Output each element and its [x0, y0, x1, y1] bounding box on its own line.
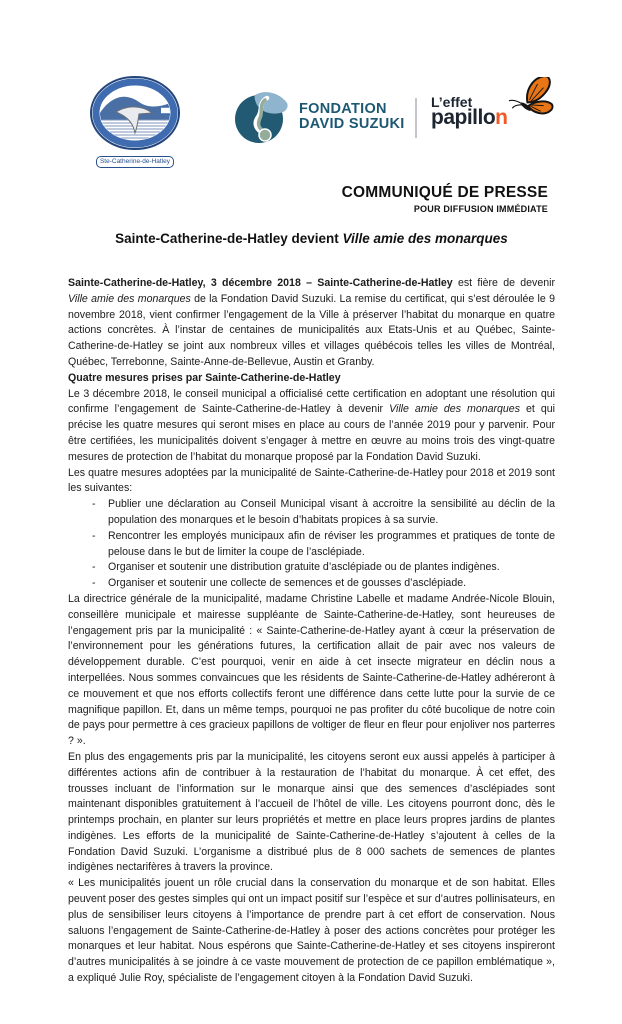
certification-text-2: et qui précise les quatre mesures qui seront mises en place au cours de l’année 2019 pour y parvenir. Pour être certifiées, les municipalités doivent s’engager à mettre en œuvre au moins trois des vingt-quatre mesures de protection de l’habitat du monarque proposé par la Fondation David Suzuki.: [68, 403, 555, 463]
papillon-logo-line1: L’effet: [431, 94, 473, 110]
effet-papillon-logo: [431, 95, 556, 128]
certification-program-name: Ville amie des monarques: [389, 403, 520, 416]
headline: [68, 231, 555, 246]
list-item: [68, 497, 555, 529]
papillon-word: papillo: [431, 106, 496, 129]
certification-paragraph: [68, 387, 555, 466]
list-item-text: Organiser et soutenir une distribution gratuite d’asclépiade ou de plantes indigènes.: [108, 561, 500, 574]
list-item: [68, 529, 555, 561]
dash-bullet: -: [92, 498, 96, 511]
immediate-release-label: POUR DIFFUSION IMMÉDIATE: [413, 204, 548, 214]
document-body: [68, 276, 555, 987]
headline-italic: Ville amie des monarques: [342, 231, 508, 246]
list-item-text: Publier une déclaration au Conseil Municipal visant à accroitre la sensibilité au déclin de la population des monarques et le besoin d’habitats propices à sa survie.: [108, 498, 555, 526]
intro-dateline: Sainte-Catherine-de-Hatley, 3 décembre 2018: [68, 277, 301, 289]
intro-dash: –: [300, 277, 318, 289]
municipal-logo: [85, 76, 185, 168]
suzuki-logo: [234, 88, 405, 146]
press-release-label: COMMUNIQUÉ DE PRESSE: [341, 184, 548, 201]
municipal-logo-label: Ste-Catherine-de-Hatley: [96, 156, 174, 168]
masthead: [342, 184, 548, 214]
foundation-quote-paragraph: « Les municipalités jouent un rôle crucial dans la conservation du monarque et de son habitat. Elles peuvent poser des gestes simples qui ont un impact positif sur l’espèce et sur d’autres pollinisateurs, en plus de sensibiliser leurs citoyens à l’importance de prendre part à cet effort de conservation. Nous saluons l’engagement de Sainte-Catherine-de-Hatley à poser des actions concrètes pour protéger les monarques et leur habitat. Nous espérons que Sainte-Catherine-de-Hatley et ses citoyens inspireront d’autres municipalités à se joindre à ce vaste mouvement de protection de ce papillon emblématique », a expliqué Julie Roy, spécialiste de l’engagement citoyen à la Fondation David Suzuki.: [68, 877, 555, 985]
suzuki-logo-line1: FONDATION: [299, 100, 387, 117]
headline-normal: Sainte-Catherine-de-Hatley devient: [115, 231, 343, 246]
list-item: [68, 576, 555, 592]
dash-bullet: -: [92, 577, 96, 590]
measures-intro-paragraph: Les quatre mesures adoptées par la municipalité de Sainte-Catherine-de-Hatley pour 2018 et 2019 sont les suivantes:: [68, 466, 555, 495]
measures-list: [68, 497, 555, 592]
list-item: [68, 560, 555, 576]
intro-text-2: de la Fondation David Suzuki. La remise du certificat, qui s’est déroulée le 9 novembre 2018, vient confirmer l’engagement de la Ville à préserver l’habitat du monarque en quatre actions concrètes. À l’instar de centaines de municipalités aux Etats-Unis et au Québec, Sainte-Catherine-de-Hatley se joint aux nombreux villes et villages québécois telles les villes de Montréal, Québec, Terrebonne, Sainte-Anne-de-Bellevue, Austin et Granby.: [68, 292, 555, 368]
intro-paragraph: [68, 276, 555, 371]
section-heading: Quatre mesures prises par Sainte-Catherine-de-Hatley: [68, 371, 341, 384]
list-item-text: Rencontrer les employés municipaux afin de réviser les programmes et pratiques de tonte de pelouse dans le but de limiter la coupe de l’asclépiade.: [108, 529, 555, 558]
municipal-crest-icon: [89, 76, 181, 150]
suzuki-logo-text: [299, 102, 405, 133]
dash-bullet: -: [92, 561, 96, 574]
butterfly-icon: [505, 77, 559, 121]
logo-divider: [415, 98, 417, 138]
list-item-text: Organiser et soutenir une collecte de semences et de gousses d’asclépiade.: [108, 577, 467, 590]
intro-program-name: Ville amie des monarques: [68, 292, 191, 305]
suzuki-swirl-icon: [234, 88, 290, 146]
dash-bullet: -: [92, 529, 96, 542]
intro-text-1: est fière de devenir: [452, 277, 556, 289]
certification-text-1: Le 3 décembre 2018, le conseil municipal a officialisé cette certification en adoptant une résolution qui confirme l’engagement de Sainte-Catherine-de-Hatley à devenir: [68, 387, 555, 416]
intro-city-bold: Sainte-Catherine-de-Hatley: [317, 277, 453, 289]
papillon-accent-letter: n: [495, 106, 508, 129]
mayor-quote-paragraph: La directrice générale de la municipalité, madame Christine Labelle et madame Andrée-Nicole Blouin, conseillère municipale et mairesse suppléante de Sainte-Catherine-de-Hatley, sont heureuses de l’engagement pris par la municipalité : « Sainte-Catherine-de-Hatley ayant à cœur la préservation de l’environnement pour les générations futures, la certification allait de pair avec nos valeurs de développement durable. C’est pourquoi, venir en aide à cet insecte migrateur en déclin nous a interpellées. Nous sommes convaincues que les résidents de Sainte-Catherine-de-Hatley adhéreront à ce mouvement et que nos efforts collectifs feront une différence dans cette lutte pour la survie de ce magnifique papillon. Et, dans un même temps, pourquoi ne pas profiter du côté bucolique de notre coin de pays pour permettre à ces gracieux papillons de voltiger de fleur en fleur pour enjoliver nos parterres ? ».: [68, 592, 555, 748]
suzuki-logo-line2: DAVID SUZUKI: [299, 116, 405, 132]
citizens-paragraph: En plus des engagements pris par la municipalité, les citoyens seront eux aussi appelés à participer à différentes actions afin de contribuer à la restauration de l’habitat du monarque. À cet effet, des trousses incluant de l’information sur le monarque ainsi que des semences d’asclépiades sont maintenant disponibles gratuitement à l’accueil de l’hôtel de ville. Les citoyens pourront donc, dès le printemps prochain, en planter sur leurs propriétés et mettre en place leurs propres jardins de plantes indigènes. Les efforts de la municipalité de Sainte-Catherine-de-Hatley s’ajoutent à celles de la Fondation David Suzuki. L’organisme a distribué plus de 8 000 sachets de semences de plantes indigènes nectarifères à travers la province.: [68, 750, 555, 874]
